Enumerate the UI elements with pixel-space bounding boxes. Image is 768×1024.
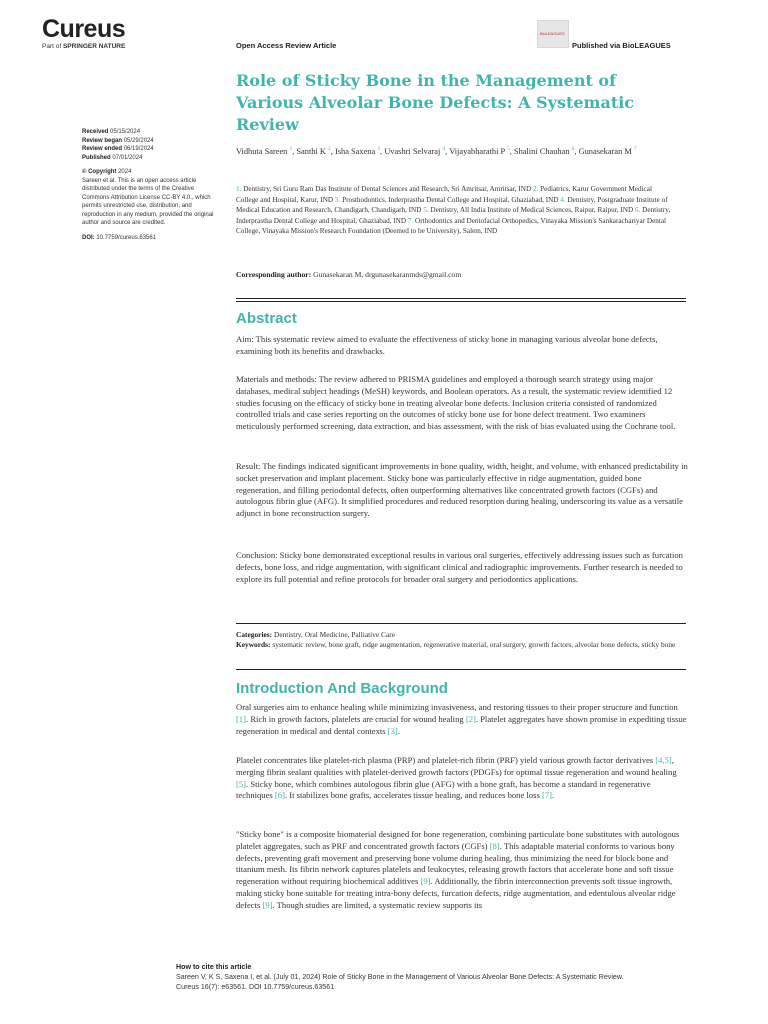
review-began-date: Review began 05/29/2024 [82,137,154,144]
how-to-cite [176,962,736,992]
author-affiliation-number[interactable]: 7 [633,146,637,152]
received-date: Received 05/15/2024 [82,129,141,135]
author-affiliation-number[interactable]: 4 [442,146,446,152]
intro-paragraph-3: "Sticky bone" is a composite biomaterial designed for bone regeneration, combining particulate bone substitutes with autologous platelet aggregates, such as PRF and concentrated growth factors (CGFs) [8]. This adaptable material conforms to various bony defects, preventing graft movement and preserving bone volume during healing, thus minimizing the need for block bone and titanium mesh. Its fibrin network captures platelets and leukocytes, releasing growth factors that accelerate bone and soft tissue regeneration without requiring biochemical additives [9]. Additionally, the fibrin interconnection prevents soft tissue ingrowth, making sticky bone suitable for treating intra-bony defects, furcation defects, ridge augmentation, and edentulous alveolar ridge defects [9]. Though studies are limited, a systematic review supports its [236,829,680,910]
meta-divider-bottom [236,669,686,670]
meta-divider-top [236,623,686,624]
doi-link[interactable]: 10.7759/cureus.63561 [96,234,157,241]
reference-link[interactable]: [2] [465,713,476,724]
affiliation-text: Prosthodontics, Inderprastha Dental College and Hospital, Ghaziabad, IND [342,195,561,204]
logo-wordmark: Cureus [42,15,126,43]
author-affiliation-number[interactable]: 6 [571,146,575,152]
reference-link[interactable]: [1] [236,713,247,724]
reference-link[interactable]: [4,5] [655,755,672,765]
affiliation-text: Dentistry, Sri Guru Ram Das Institute of Dental Sciences and Research, Sri Amritsar, Amritsar, IND [243,185,533,193]
article-meta [236,630,688,651]
reference-link[interactable]: [5] [236,778,247,789]
publisher-logo [537,20,569,48]
section-divider [236,298,686,302]
affiliation-text: Dentistry, Inderprastha Dental College and Hospital, Ghaziabad, IND [236,206,671,225]
publisher-logo-text: BioLEAGUES [540,31,565,36]
author-affiliation-number[interactable]: 1 [289,146,293,152]
abstract-methods: Materials and methods: The review adhered to PRISMA guidelines and employed a thorough search strategy using major databases, medical subject headings (MeSH) keywords, and Boolean operators. As a result, the systematic review identified 12 studies focusing on the efficacy of sticky bone in treating alveolar bone defects. Inclusion criteria consisted of randomized controlled trials and case series reporting on the outcomes of sticky bone use for bone defect treatment. Two examiners meticulously performed screening, data extraction, and bias assessment, with the risk of bias evaluated using the Cochrane tool. [236,374,676,432]
cite-line-1: Sareen V, K S, Saxena I, et al. (July 01, 2024) Role of Sticky Bone in the Management of Various Alveolar Bone Defects: A Systematic Review. [176,973,624,981]
published-via: Published via BioLEAGUES [572,41,671,50]
corresponding-author: Corresponding author: Gunasekaran M, drgunasekaranmds@gmail.com [236,270,462,279]
affiliation-number: 4. [560,195,568,204]
intro-paragraph-1: Oral surgeries aim to enhance healing while minimizing invasiveness, and restoring tissues to their proper structure and function [1]. Rich in growth factors, platelets are crucial for wound healing [2]. Platelet aggregates have shown promise in expediting tissue regeneration in medical and dental contexts [3]. [236,702,687,736]
author-name: Uvashri Selvaraj $^4$ [384,146,446,156]
reference-link[interactable]: [9] [262,899,273,910]
author-affiliation-number[interactable]: 5 [506,146,510,152]
author-name: Gunasekaran M $^7$ [578,146,637,156]
affiliations [236,184,676,237]
author-name: Santhi K $^2$ [296,146,331,156]
doi: DOI: 10.7759/cureus.63561 [82,234,157,241]
author-affiliation-number[interactable]: 2 [328,146,331,152]
author-list: Vidhuta Sareen $^1$, Santhi K $^2$, Isha Saxena $^3$, Uvashri Selvaraj $^4$, Vijayabharathi P $^5$, Shalini Chauhan $^6$, Gunasekaran M $^7$ [236,146,637,156]
article-type: Open Access Review Article [236,41,337,50]
author-affiliation-number[interactable]: 3 [377,146,381,152]
affiliation-text: Dentistry, All India Institute of Medical Sciences, Raipur, Raipur, IND [430,206,635,214]
abstract-result: Result: The findings indicated significant improvements in bone quality, width, height, and volume, with enhanced predictability in socket preservation and implant placement. Sticky bone was particularly effective in ridge augmentation, guided bone regeneration, and filling periodontal defects, often outperforming alternatives like concentrated growth factors (CGFs) and autologous fibrin glue (AFG). It simplified procedures and reduced resorption during healing, underscoring its value as a versatile adjunct in bone reconstruction surgery. [236,461,688,519]
abstract-heading: Abstract [236,310,297,327]
article-title: Role of Sticky Bone in the Management of Various Alveolar Bone Defects: A Systematic Review [236,71,635,134]
affiliation-number: 3. [334,195,343,204]
affiliation-text: Dentistry, Postgraduate Institute of Medical Education and Research, Chandigarh, Chandigarh, IND [236,195,668,214]
article-sidebar [82,128,222,242]
reference-link[interactable]: [6] [274,790,285,801]
affiliation-number: 1. [236,185,244,193]
reference-link[interactable]: [3] [387,725,398,736]
affiliation-text: Pediatrics, Karur Government Medical College and Hospital, Karur, IND [236,185,652,204]
affiliation-text: Orthodontics and Dentofacial Orthopedics, Vinayaka Mission's Sankarachariyar Dental College, Vinayaka Mission's Research Foundation (Deemed to be University), Salem, IND [236,216,667,235]
cureus-logo[interactable] [42,16,125,50]
keywords: Keywords: systematic review, bone graft, ridge augmentation, regenerative material, oral surgery, growth factors, alveolar bone defects, sticky bone [236,640,676,650]
license-text: Sareen et al. This is an open access article distributed under the terms of the Creative Commons Attribution License CC-BY 4.0., which permits unrestricted use, distribution, and reproduction in any medium, provided the original author and source are credited. [82,177,214,226]
logo-subtitle: Part of SPRINGER NATURE [42,43,126,50]
author-name: Isha Saxena $^3$ [334,146,381,156]
affiliation-number: 6. [634,206,643,214]
reference-link[interactable]: [8] [489,840,500,851]
copyright: © Copyright 2024 [82,169,132,175]
categories: Categories: Dentistry, Oral Medicine, Palliative Care [236,630,396,639]
author-name: Shalini Chauhan $^6$ [513,146,575,156]
review-ended-date: Review ended 06/19/2024 [82,146,154,152]
reference-link[interactable]: [9] [420,876,431,887]
affiliation-number: 2. [532,185,541,193]
affiliation-number: 7. [407,216,416,225]
author-name: Vidhuta Sareen $^1$ [236,146,293,156]
cite-line-2: Cureus 16(7): e63561. DOI 10.7759/cureus.63561 [176,983,335,991]
published-date: Published 07/01/2024 [82,154,143,161]
cite-label: How to cite this article [176,963,252,971]
affiliation-number: 5. [423,206,431,214]
intro-paragraph-2: Platelet concentrates like platelet-rich plasma (PRP) and platelet-rich fibrin (PRF) yield various growth factor derivatives [4,5], merging fibrin sealant qualities with platelet-derived growth factors (PDGFs) for optimal tissue regeneration and wound healing [5]. Sticky bone, which combines autologous fibrin glue (AFG) with a bone graft, has become a standard in regenerative techniques [6]. It stabilizes bone grafts, accelerates tissue healing, and reduces bone loss [7]. [236,755,677,801]
reference-link[interactable]: [7] [541,790,552,801]
author-name: Vijayabharathi P $^5$ [449,146,510,156]
intro-heading: Introduction And Background [236,680,448,697]
abstract-conclusion: Conclusion: Sticky bone demonstrated exceptional results in various oral surgeries, effectively addressing issues such as furcation defects, bone loss, and ridge augmentation, with significant clinical and radiographic improvements. Further research is needed to explore its full potential and refine protocols for broader oral surgery and periodontics applications. [236,550,683,584]
abstract-aim: Aim: This systematic review aimed to evaluate the effectiveness of sticky bone in managing various alveolar bone defects, examining both its benefits and drawbacks. [236,334,658,356]
